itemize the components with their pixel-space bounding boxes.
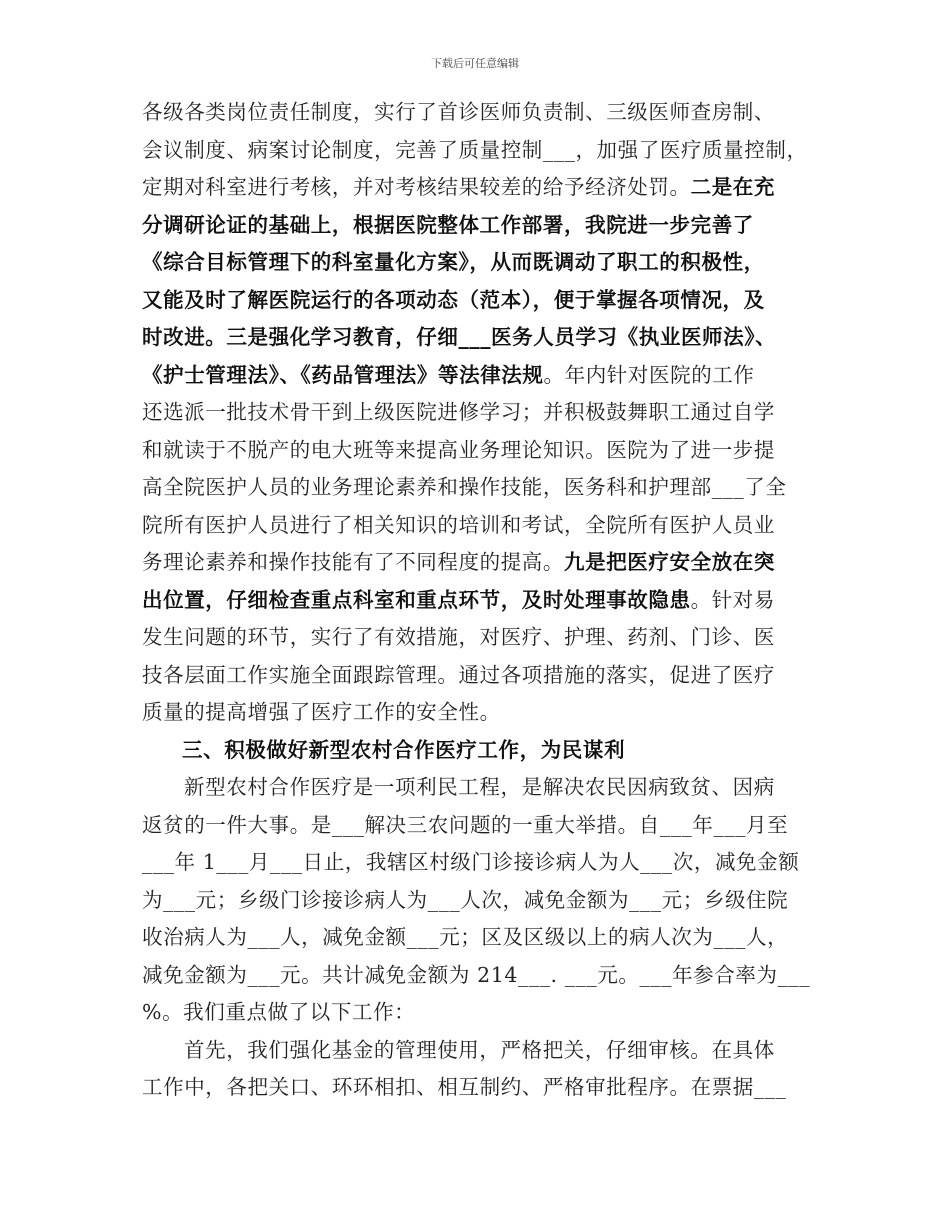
page-header: 下载后可任意编辑 xyxy=(431,57,519,70)
text-segment: 收治病人为___人，减免金额___元；区及区级以上的病人次为___人， xyxy=(142,925,789,949)
text-line xyxy=(142,507,812,545)
text-segment: ___年 1___月___日止，我辖区村级门诊接诊病人为人___次，减免金额 xyxy=(142,850,800,874)
text-line xyxy=(142,582,812,620)
text-segment: 会议制度、病案讨论制度，完善了质量控制___，加强了医疗质量控制， xyxy=(142,137,808,162)
text-line xyxy=(142,432,812,470)
text-segment: 务理论素养和操作技能有了不同程度的提高。 xyxy=(142,550,564,574)
text-segment: 定期对科室进行考核，并对考核结果较差的给予经济处罚。 xyxy=(142,175,691,199)
text-segment: 高全院医护人员的业务理论素养和操作技能，医务科和护理部___了全 xyxy=(142,475,787,499)
text-line xyxy=(142,169,812,207)
text-segment: 质量的提高增强了医疗工作的安全性。 xyxy=(142,700,501,724)
text-line xyxy=(142,207,812,245)
text-line xyxy=(142,94,812,132)
text-line xyxy=(142,244,812,282)
text-segment: 新型农村合作医疗是一项利民工程，是解决农民因病致贫、因病 xyxy=(184,775,775,799)
text-line xyxy=(142,132,812,170)
text-line xyxy=(142,619,812,657)
bold-text-segment: 又能及时了解医院运行的各项动态（范本），便于掌握各项情况，及 xyxy=(142,287,765,312)
text-line xyxy=(142,807,812,845)
text-line xyxy=(142,882,812,920)
text-line xyxy=(142,844,812,882)
bold-text-segment: 分调研论证的基础上，根据医院整体工作部署，我院进一步完善了 xyxy=(142,212,754,237)
bold-text-segment: 《护士管理法》、《药品管理法》等法律法规 xyxy=(142,362,544,387)
text-segment: 还选派一批技术骨干到上级医院进修学习；并积极鼓舞职工通过自学 xyxy=(142,400,775,424)
bold-text-segment: 时改进。三是强化学习教育，仔细___医务人员学习《执业医师法》、 xyxy=(142,325,777,349)
text-line xyxy=(142,469,812,507)
text-segment: 院所有医护人员进行了相关知识的培训和考试，全院所有医护人员业 xyxy=(142,512,775,537)
text-line xyxy=(142,282,812,320)
text-line xyxy=(142,1032,812,1070)
text-line xyxy=(142,694,812,732)
text-segment: 首先，我们强化基金的管理使用，严格把关，仔细审核。在具体 xyxy=(184,1037,775,1062)
text-line xyxy=(142,957,812,995)
text-line xyxy=(142,357,812,395)
text-segment: 技各层面工作实施全面跟踪管理。通过各项措施的落实，促进了医疗 xyxy=(142,662,775,687)
text-line xyxy=(142,1069,812,1107)
text-segment: 工作中，各把关口、环环相扣、相互制约、严格审批程序。在票据___ xyxy=(142,1075,787,1099)
text-line xyxy=(142,769,812,807)
bold-text-segment: 九是把医疗安全放在突 xyxy=(564,550,775,574)
text-line xyxy=(142,919,812,957)
text-line xyxy=(142,994,812,1032)
bold-text-segment: 《综合目标管理下的科室量化方案》，从而既调动了职工的积极性， xyxy=(142,250,765,274)
bold-text-segment: 三、积极做好新型农村合作医疗工作，为民谋利 xyxy=(182,737,626,762)
text-segment: 各级各类岗位责任制度，实行了首诊医师负责制、三级医师查房制、 xyxy=(142,100,775,124)
text-segment: 为___元；乡级门诊接诊病人为___人次，减免金额为___元；乡级住院 xyxy=(142,887,789,912)
text-line xyxy=(142,544,812,582)
text-segment: 。针对易 xyxy=(690,587,776,612)
text-segment: %。我们重点做了以下工作： xyxy=(142,1000,416,1024)
text-segment: 返贫的一件大事。是___解决三农问题的一重大举措。自___年___月至 xyxy=(142,812,789,837)
document-body xyxy=(142,94,812,1107)
text-segment: 。年内针对医院的工作 xyxy=(543,362,755,387)
text-line xyxy=(142,319,812,357)
text-segment: 发生问题的环节，实行了有效措施，对医疗、护理、药剂、门诊、医 xyxy=(142,625,775,649)
text-segment: 和就读于不脱产的电大班等来提高业务理论知识。医院为了进一步提 xyxy=(142,437,775,462)
text-segment: 减免金额为___元。共计减免金额为 214___. ___元。___年参合率为___ xyxy=(142,962,811,987)
text-line xyxy=(142,732,812,770)
bold-text-segment: 二是在充 xyxy=(690,175,776,199)
text-line xyxy=(142,394,812,432)
text-line xyxy=(142,657,812,695)
bold-text-segment: 出位置，仔细检查重点科室和重点环节，及时处理事故隐患 xyxy=(142,587,691,612)
